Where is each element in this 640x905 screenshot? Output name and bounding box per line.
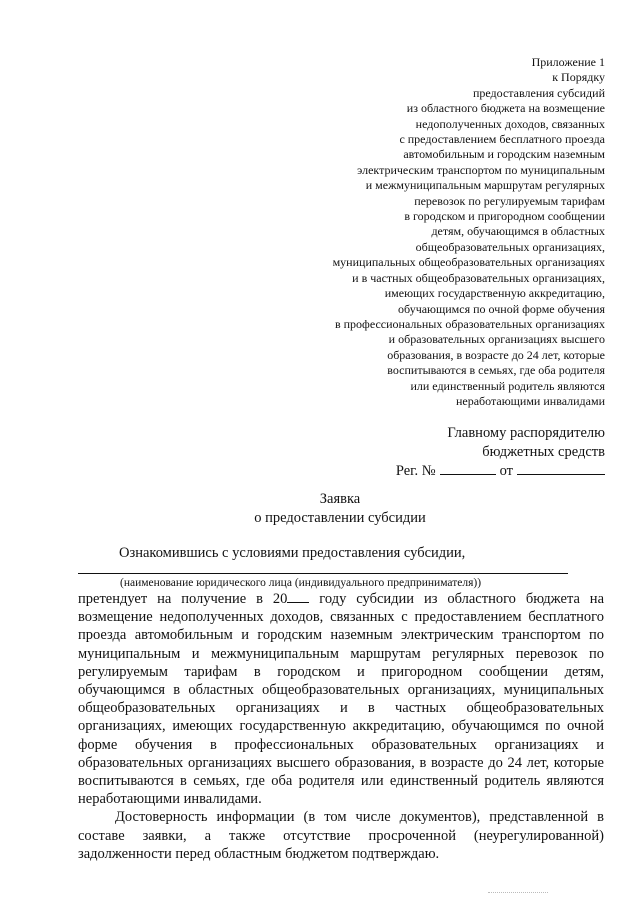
appendix-line: предоставления субсидий [472, 85, 605, 100]
scan-artifact [488, 892, 548, 897]
appendix-line: в профессиональных образовательных организациях [334, 316, 605, 331]
reg-number-label: Рег. № [395, 463, 436, 479]
appendix-line: электрическим транспортом по муниципальным [357, 162, 605, 177]
appendix-line: недополученных доходов, связанных [415, 116, 605, 131]
appendix-line: муниципальных общеобразовательных организациях [332, 255, 605, 270]
appendix-line: в городском и пригородном сообщении [404, 209, 605, 224]
appendix-line: детям, обучающимся в областных [431, 224, 605, 239]
title-line: о предоставлении субсидии [254, 510, 426, 526]
appendix-header [285, 55, 605, 409]
appendix-line: неработающими инвалидами [455, 393, 605, 408]
appendix-line: или единственный родитель являются [410, 378, 605, 393]
application-body [78, 590, 604, 863]
appendix-line: имеющих государственную аккредитацию, [384, 286, 605, 301]
appendix-line: и в частных общеобразовательных организациях, [352, 270, 605, 285]
confirmation-paragraph: Достоверность информации (в том числе документов), представленной в составе заявки, а также отсутствие просроченной (неурегулированной) задолженности перед областным бюджетом подтверждаю. [78, 809, 604, 862]
reg-date-field[interactable] [517, 461, 605, 475]
addressee-line: бюджетных средств [482, 443, 605, 460]
appendix-line: к Порядку [552, 70, 605, 85]
appendix-line: Приложение 1 [531, 55, 605, 69]
appendix-line: воспитываются в семьях, где оба родителя [387, 363, 605, 378]
appendix-line: автомобильным и городским наземным [403, 147, 605, 162]
reg-number-field[interactable] [440, 461, 496, 475]
applicant-name-field[interactable] [78, 573, 568, 574]
claim-text-rest: году субсидии из областного бюджета на возмещение недополученных доходов, связанных с предоставлением бесплатного проезда автомобильным и городским наземным электрическим транспортом по муниципальным и межмуниципальным маршрутам регулярных перевозок по регулируемым тарифам в городском и пригородном сообщении детям, обучающимся в областных общеобразовательных организациях, муниципальных общеобразовательных организациях и в частных общеобразовательных организациях, имеющих государственную аккредитацию, обучающимся по очной форме обучения в профессиональных образовательных организациях и образовательных организациях высшего образования, в возрасте до 24 лет, которые воспитываются в семьях, где оба родителя или единственный родитель являются неработающими инвалидами. [78, 591, 605, 808]
appendix-line: образования, в возрасте до 24 лет, которые [387, 347, 605, 362]
appendix-line: и межмуниципальным маршрутам регулярных [365, 178, 605, 193]
registration-line [285, 461, 605, 481]
addressee-block [285, 424, 605, 481]
applicant-name-caption: (наименование юридического лица (индивидуального предпринимателя)) [120, 577, 482, 589]
year-field[interactable] [287, 590, 309, 603]
appendix-line: с предоставлением бесплатного проезда [399, 132, 605, 147]
intro-text: Ознакомившись с условиями предоставления субсидии, [119, 545, 466, 561]
title-line: Заявка [319, 491, 361, 507]
appendix-line: из областного бюджета на возмещение [406, 101, 605, 116]
claim-text-start: претендует на получение в 20 [78, 591, 288, 607]
document-title [0, 490, 640, 528]
reg-date-label: от [499, 463, 513, 479]
claim-paragraph [78, 590, 604, 808]
appendix-line: обучающимся по очной форме обучения [398, 301, 605, 316]
appendix-line: общеобразовательных организациях, [415, 239, 605, 254]
appendix-line: и образовательных организациях высшего [388, 332, 605, 347]
appendix-line: перевозок по регулируемым тарифам [414, 193, 605, 208]
addressee-line: Главному распорядителю [447, 425, 605, 441]
